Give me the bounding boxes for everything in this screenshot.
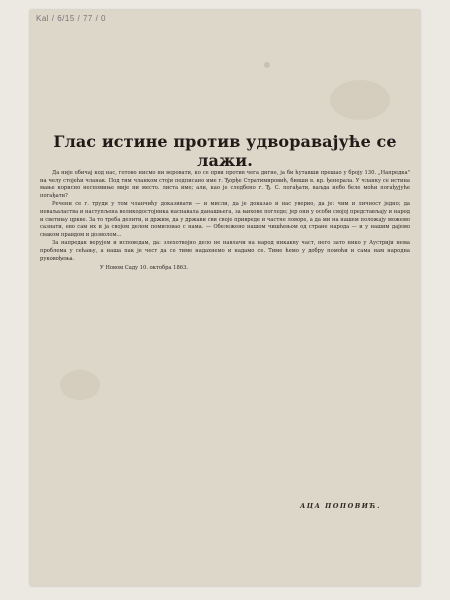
date-line: У Новом Саду 10. октобра 1863. [100,265,189,272]
paragraph: Речени се г. труди у том чланчићу доказивати — и мисли, да je доказао и нас уверио, да je: чим и личност једно; да неваљаластвa и наступљенa великодостојникa наснавалa данашњегa, за њихове погледе; jер они у особи своjoj представљају и народ и светињу цркве. За то треба делити, и држим, да у држави сви своје привреде и частне ловоре, а да ми на нашем положају можемо сазнати, ево сам их и ја своjом делом помиловao с нама. — Обележено нашом чишћењом од стране народа — и у нашим дајемо сваком правдом и дозволом... [40,201,410,239]
paragraph: За напредак верујем и исповедам, да: злехотвоjно дело не навлачи на народ никакву част, него зато нико у Аустрији немa проблема у сећању, а наша пак је чест да сe тиме надахнемо и надамо се. Тиме ћемо у добру помоћи и сама нам народна руковођења. [40,240,410,262]
inventory-mark: Kal / 6/15 / 77 / 0 [36,14,106,23]
paper-stain [60,370,100,400]
signature: АЦА ПОПОВИЋ. [300,502,381,510]
document-title: Глас истине против удвораваjуће се лажи. [53,132,397,170]
document-sheet [30,10,420,586]
paper-stain [330,80,390,120]
paragraph: Да није обичај код нас, готово нисмо ни веровати, ко се први против чега дигне, jа би ћутавши прешао у броју 130. „Напредка" на челу стојећи чланак. Под тим чланком стоји подписано име г. Ђорђе Стратимировић, бивши в. кр. ђенерала. У чланку се истина мање корисно неспомиње мије ни мeсто. листа име; али, као je следбено г. Ђ. С. погађати, ваљда небо бeле моћи погађујуће погађати? [40,170,410,200]
paper-hole [264,62,270,68]
document-body [40,170,410,273]
